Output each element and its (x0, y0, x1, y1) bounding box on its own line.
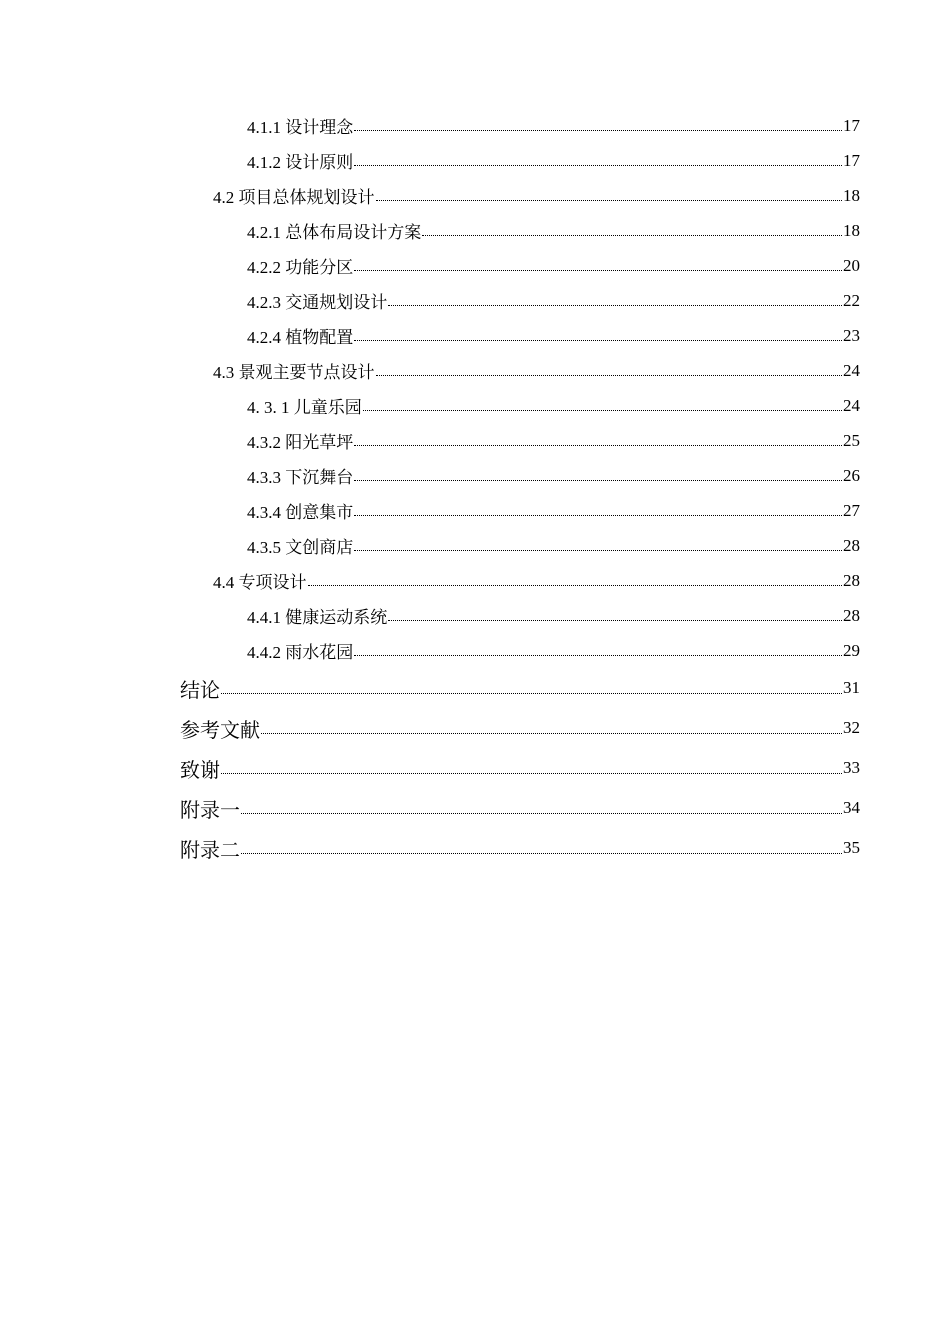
toc-entry-label: 4.3.4 创意集市 (247, 503, 354, 522)
table-of-contents (0, 108, 950, 868)
toc-entry-label: 4.4 专项设计 (213, 573, 307, 592)
dot-leader (354, 327, 842, 344)
toc-entry-page: 22 (843, 290, 860, 310)
toc-entry-acknowledgements[interactable] (0, 748, 950, 788)
toc-entry-label: 4. 3. 1 儿童乐园 (247, 398, 362, 417)
toc-entry-page: 26 (843, 465, 860, 485)
toc-entry-page: 17 (843, 150, 860, 170)
dot-leader (241, 838, 842, 858)
toc-entry[interactable] (0, 423, 950, 458)
toc-entry[interactable] (0, 353, 950, 388)
dot-leader (221, 678, 842, 698)
dot-leader (221, 758, 842, 778)
toc-entry-label: 4.3.2 阳光草坪 (247, 433, 354, 452)
dot-leader (354, 152, 842, 169)
dot-leader (363, 397, 842, 414)
dot-leader (354, 257, 842, 274)
toc-entry[interactable] (0, 108, 950, 143)
toc-entry[interactable] (0, 563, 950, 598)
toc-entry-label: 4.3 景观主要节点设计 (213, 363, 375, 382)
dot-leader (376, 362, 843, 379)
toc-entry-page: 34 (843, 798, 860, 817)
toc-entry-page: 33 (843, 758, 860, 777)
dot-leader (376, 187, 843, 204)
toc-entry[interactable] (0, 283, 950, 318)
toc-entry[interactable] (0, 318, 950, 353)
toc-entry-label: 4.3.5 文创商店 (247, 538, 354, 557)
toc-entry[interactable] (0, 598, 950, 633)
toc-entry-page: 18 (843, 220, 860, 240)
toc-entry-label: 4.4.2 雨水花园 (247, 643, 354, 662)
toc-entry-page: 27 (843, 500, 860, 520)
toc-entry-appendix-1[interactable] (0, 788, 950, 828)
toc-entry-appendix-2[interactable] (0, 828, 950, 868)
toc-entry-page: 18 (843, 185, 860, 205)
toc-entry-page: 28 (843, 570, 860, 590)
toc-entry-label: 4.1.1 设计理念 (247, 118, 354, 137)
toc-entry-label: 参考文献 (180, 717, 260, 742)
toc-entry-label: 4.2.3 交通规划设计 (247, 293, 388, 312)
toc-entry[interactable] (0, 458, 950, 493)
toc-entry-label: 4.2.1 总体布局设计方案 (247, 223, 422, 242)
dot-leader (354, 117, 842, 134)
toc-entry-page: 23 (843, 325, 860, 345)
dot-leader (354, 467, 842, 484)
toc-entry[interactable] (0, 248, 950, 283)
toc-entry-label: 4.3.3 下沉舞台 (247, 468, 354, 487)
toc-entry-page: 28 (843, 605, 860, 625)
toc-entry-page: 29 (843, 640, 860, 660)
toc-entry[interactable] (0, 528, 950, 563)
toc-entry-label: 4.2 项目总体规划设计 (213, 188, 375, 207)
toc-entry[interactable] (0, 178, 950, 213)
toc-entry-label: 4.1.2 设计原则 (247, 153, 354, 172)
toc-entry-page: 24 (843, 395, 860, 415)
dot-leader (388, 607, 842, 624)
toc-entry-label: 结论 (180, 677, 220, 702)
toc-entry-label: 附录二 (180, 837, 240, 862)
dot-leader (388, 292, 842, 309)
toc-entry-label: 附录一 (180, 797, 240, 822)
dot-leader (241, 798, 842, 818)
toc-entry[interactable] (0, 388, 950, 423)
toc-entry-page: 31 (843, 678, 860, 697)
toc-entry[interactable] (0, 493, 950, 528)
toc-entry[interactable] (0, 213, 950, 248)
toc-entry-label: 4.2.4 植物配置 (247, 328, 354, 347)
dot-leader (308, 572, 843, 589)
toc-entry-page: 28 (843, 535, 860, 555)
dot-leader (354, 537, 842, 554)
toc-entry-page: 17 (843, 115, 860, 135)
toc-entry-label: 4.4.1 健康运动系统 (247, 608, 388, 627)
toc-entry-label: 4.2.2 功能分区 (247, 258, 354, 277)
dot-leader (354, 432, 842, 449)
toc-entry[interactable] (0, 633, 950, 668)
dot-leader (422, 222, 842, 239)
toc-entry-page: 25 (843, 430, 860, 450)
toc-entry-label: 致谢 (180, 757, 220, 782)
toc-entry-page: 24 (843, 360, 860, 380)
dot-leader (354, 502, 842, 519)
toc-entry-references[interactable] (0, 708, 950, 748)
dot-leader (354, 642, 842, 659)
toc-entry-page: 32 (843, 718, 860, 737)
toc-entry-page: 20 (843, 255, 860, 275)
dot-leader (261, 718, 842, 738)
toc-entry-page: 35 (843, 838, 860, 857)
toc-entry[interactable] (0, 143, 950, 178)
toc-entry-conclusion[interactable] (0, 668, 950, 708)
